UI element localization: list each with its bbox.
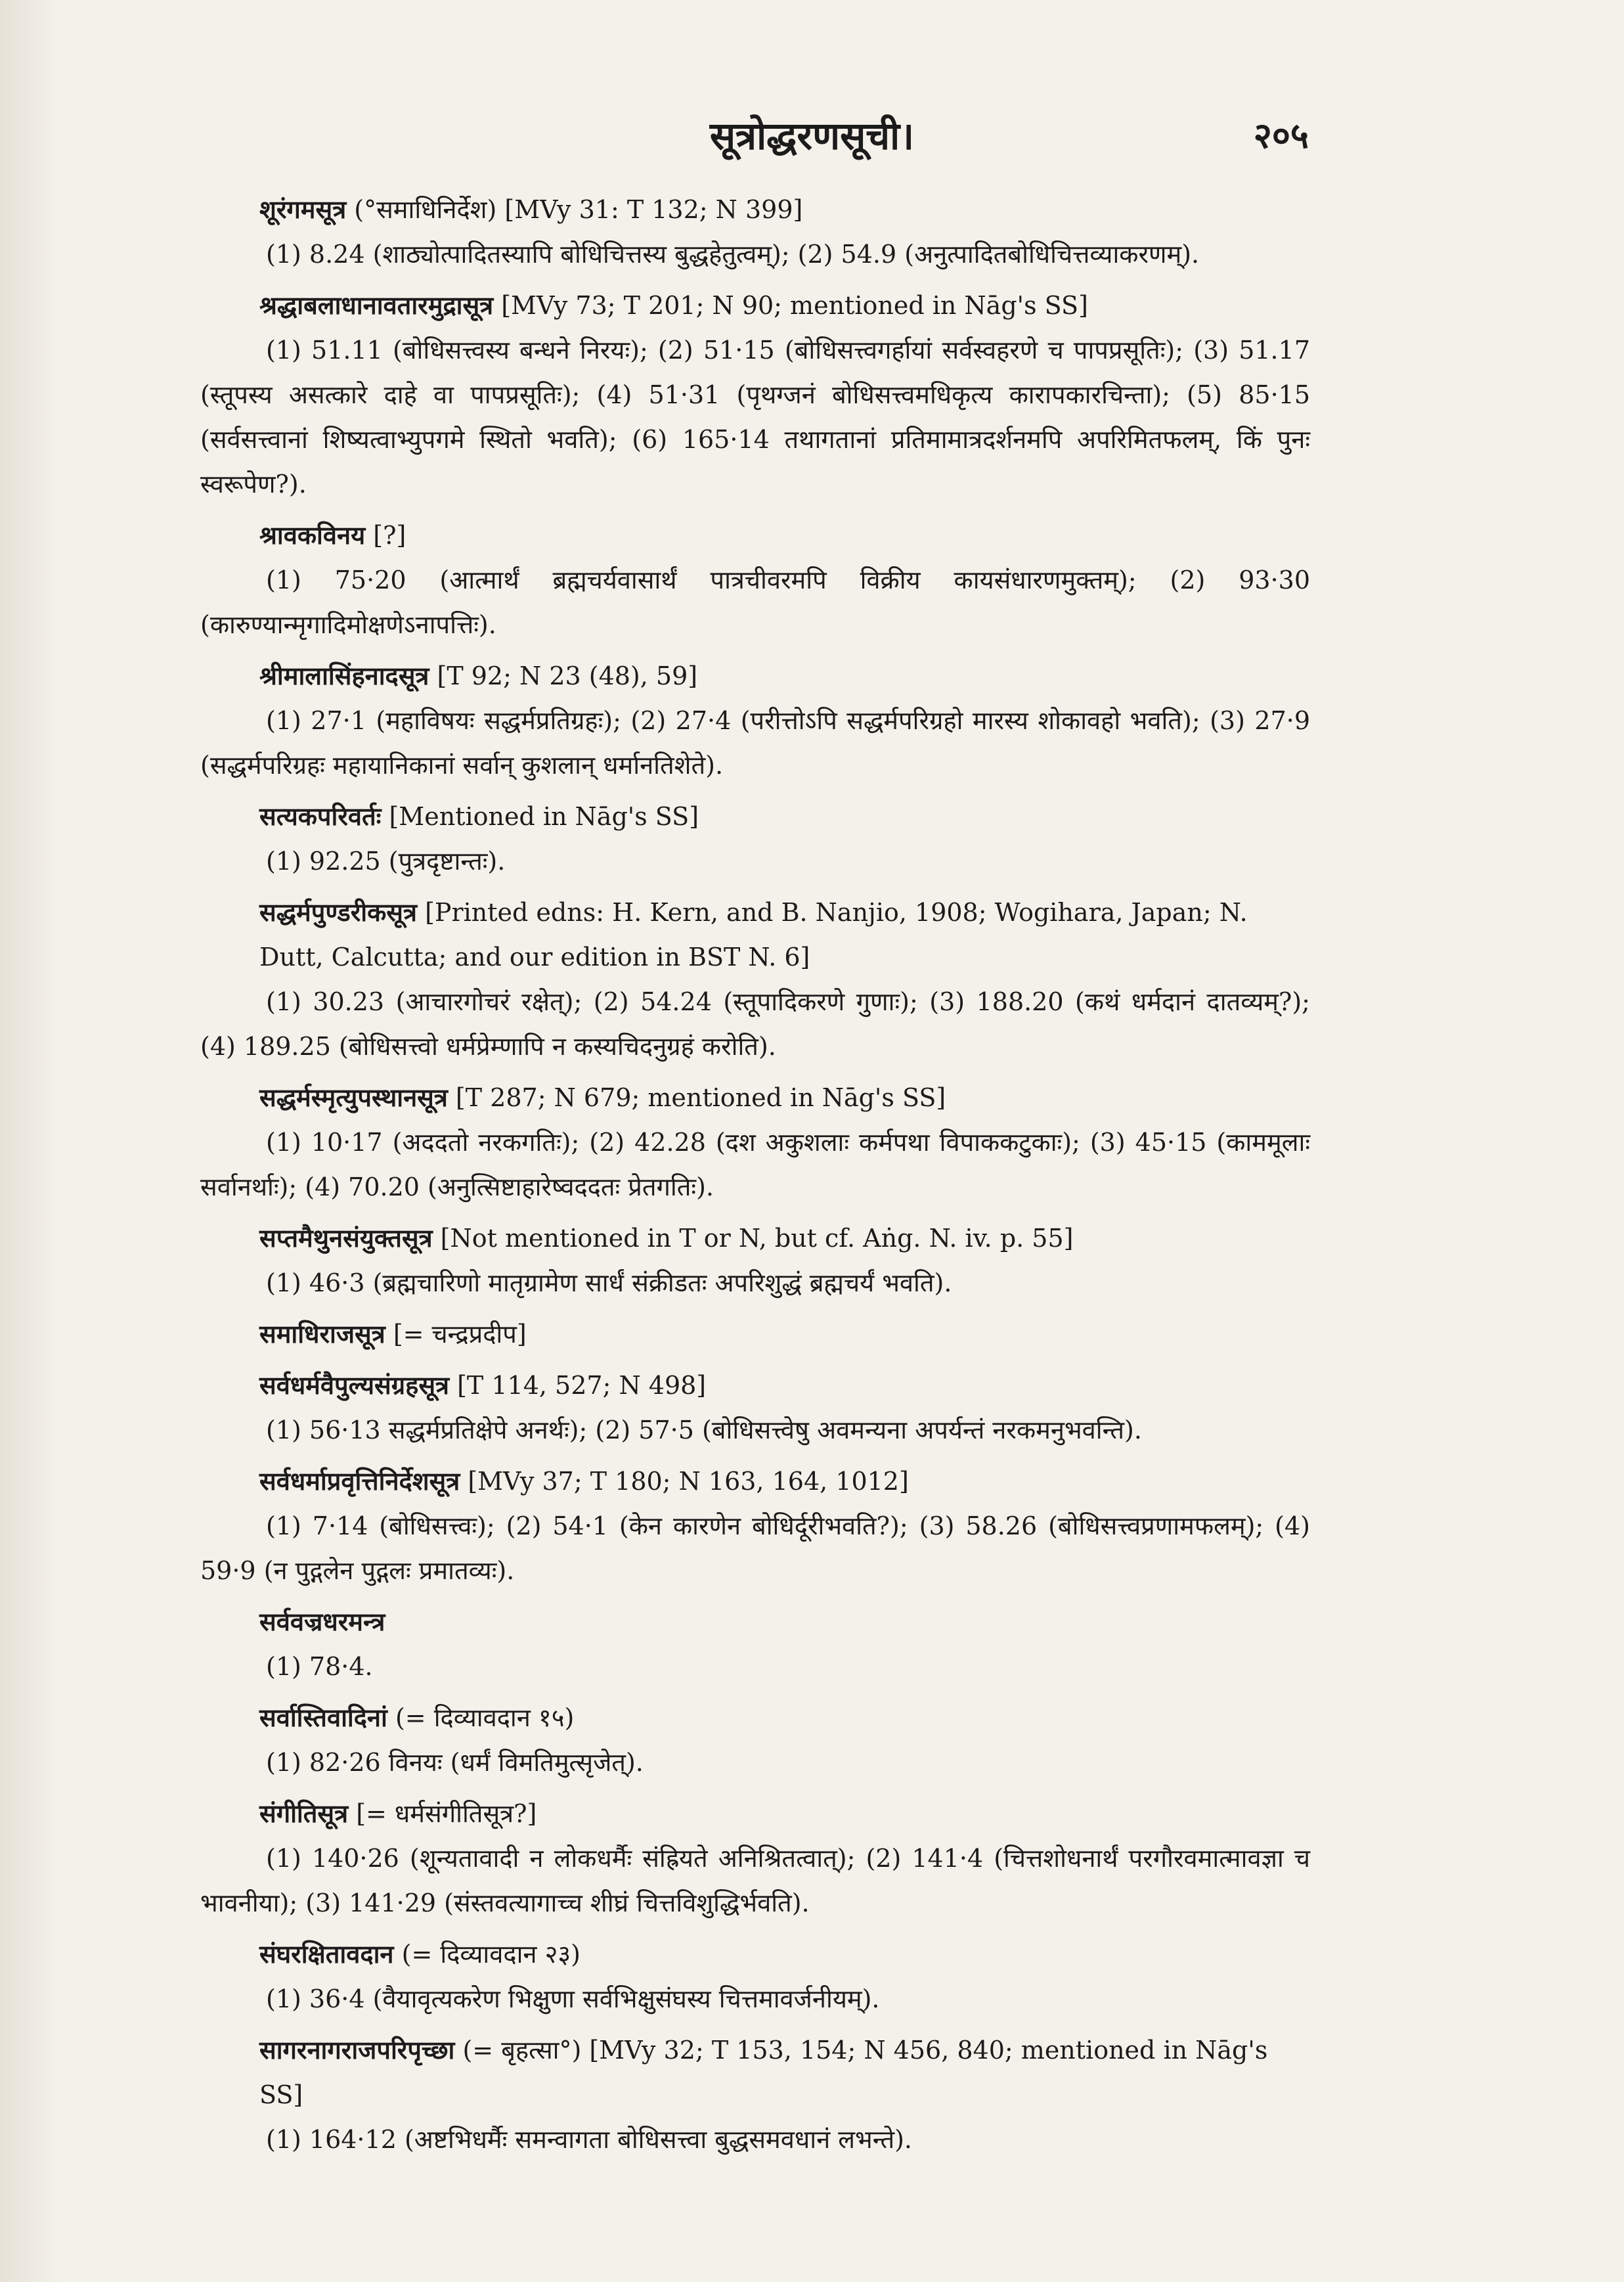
index-entry — [200, 1791, 1310, 1925]
entry-heading — [259, 283, 1310, 328]
scan-edge — [0, 0, 59, 2282]
entry-reference: [Not mentioned in T or N, but cf. Aṅg. N. iv. p. 55] — [440, 1224, 1074, 1253]
running-title: सूत्रोद्धरणसूची। — [709, 114, 915, 158]
entry-title: सद्धर्मपुण्डरीकसूत्र — [259, 897, 417, 927]
entry-title: सद्धर्मस्मृत्युपस्थानसूत्र — [259, 1083, 448, 1112]
entry-citations: (1) 78·4. — [266, 1652, 373, 1681]
index-list — [200, 187, 1310, 2162]
entry-reference: [= चन्द्रप्रदीप] — [393, 1320, 527, 1349]
entry-title: सर्ववज्रधरमन्त्र — [259, 1607, 385, 1636]
entry-heading — [259, 187, 1310, 232]
entry-reference: [MVy 73; T 201; N 90; mentioned in Nāg's SS] — [501, 291, 1088, 320]
index-entry — [200, 283, 1310, 506]
entry-heading — [259, 2028, 1310, 2117]
index-entry — [200, 513, 1310, 647]
entry-title: सप्तमैथुनसंयुक्तसूत्र — [259, 1223, 433, 1253]
index-entry — [200, 1216, 1310, 1305]
entry-title: श्रीमालासिंहनादसूत्र — [259, 661, 429, 690]
entry-reference: (= बृहत्सा°) [MVy 32; T 153, 154; N 456, 840; mentioned in Nāg's SS] — [259, 2036, 1268, 2109]
entry-reference: (= दिव्यावदान १५) — [395, 1703, 575, 1732]
entry-heading — [259, 1600, 1310, 1644]
index-entry — [200, 1075, 1310, 1209]
entry-reference: (°समाधिनिर्देश) [MVy 31: T 132; N 399] — [354, 195, 803, 224]
entry-heading — [259, 1695, 1310, 1740]
entry-citations: (1) 75·20 (आत्मार्थं ब्रह्मचर्यवासार्थं पात्रचीवरमपि विक्रीय कायसंधारणमुक्तम्); (2) 93·30 (कारुण्यान्मृगादिमोक्षणेऽनापत्तिः). — [200, 566, 1310, 639]
entry-citations: (1) 46·3 (ब्रह्मचारिणो मातृग्रामेण सार्धं संक्रीडतः अपरिशुद्धं ब्रह्मचर्यं भवति). — [266, 1268, 952, 1297]
index-entry — [200, 1695, 1310, 1785]
entry-citations: (1) 56·13 सद्धर्मप्रतिक्षेपे अनर्थः); (2) 57·5 (बोधिसत्त्वेषु अवमन्यना अपर्यन्तं नरकमनुभवन्ति). — [266, 1416, 1142, 1444]
page-header — [0, 108, 1624, 168]
entry-heading — [259, 1075, 1310, 1120]
index-entry — [200, 890, 1310, 1069]
entry-citations: (1) 140·26 (शून्यतावादी न लोकधर्मैः संह्रियते अनिश्रितत्वात्); (2) 141·4 (चित्तशोधनार्थं परगौरवमात्मावज्ञा च भावनीया); (3) 141·29 (संस्तवत्यागाच्च शीघ्रं चित्तविशुद्धिर्भवति). — [200, 1844, 1310, 1917]
entry-title: सर्वास्तिवादिनां — [259, 1703, 387, 1732]
entry-citations: (1) 82·26 विनयः (धर्मं विमतिमुत्सृजेत्). — [266, 1748, 644, 1777]
index-entry — [200, 187, 1310, 277]
entry-title: सर्वधर्मवैपुल्यसंग्रहसूत्र — [259, 1370, 449, 1400]
entry-title: श्रावकविनय — [259, 520, 366, 550]
entry-reference: [= धर्मसंगीतिसूत्र?] — [356, 1799, 537, 1828]
entry-heading — [259, 890, 1310, 979]
entry-reference: [T 114, 527; N 498] — [457, 1371, 707, 1400]
index-entry — [200, 1312, 1310, 1356]
entry-citations: (1) 27·1 (महाविषयः सद्धर्मप्रतिग्रहः); (2) 27·4 (परीत्तोऽपि सद्धर्मपरिग्रहो मारस्य शोकावहो भवति); (3) 27·9 (सद्धर्मपरिग्रहः महायानिकानां सर्वान् कुशलान् धर्मानतिशेते). — [200, 706, 1310, 780]
entry-citations: (1) 30.23 (आचारगोचरं रक्षेत्); (2) 54.24 (स्तूपादिकरणे गुणाः); (3) 188.20 (कथं धर्मदानं दातव्यम्?); (4) 189.25 (बोधिसत्त्वो धर्मप्रेम्णापि न कस्यचिदनुग्रहं करोति). — [200, 987, 1310, 1061]
entry-citations: (1) 36·4 (वैयावृत्यकरेण भिक्षुणा सर्वभिक्षुसंघस्य चित्तमावर्जनीयम्). — [266, 1984, 880, 2013]
index-entry — [200, 1363, 1310, 1452]
entry-heading — [259, 794, 1310, 839]
entry-reference: [?] — [373, 521, 406, 550]
entry-title: संघरक्षितावदान — [259, 1939, 394, 1969]
entry-reference: [Printed edns: H. Kern, and B. Nanjio, 1908; Wogihara, Japan; N. Dutt, Calcutta; and our edition in BST N. 6] — [259, 898, 1248, 972]
index-entry — [200, 794, 1310, 884]
entry-heading — [259, 1459, 1310, 1504]
entry-title: सागरनागराजपरिपृच्छा — [259, 2035, 455, 2065]
entry-citations: (1) 10·17 (अददतो नरकगतिः); (2) 42.28 (दश अकुशलाः कर्मपथा विपाककटुकाः); (3) 45·15 (काममूलाः सर्वानर्थाः); (4) 70.20 (अनुत्सिष्टाहारेष्वददतः प्रेतगतिः). — [200, 1128, 1310, 1201]
entry-citations: (1) 8.24 (शाठ्योत्पादितस्यापि बोधिचित्तस्य बुद्धहेतुत्वम्); (2) 54.9 (अनुत्पादितबोधिचित्तव्याकरणम्). — [266, 240, 1200, 269]
entry-title: सर्वधर्माप्रवृत्तिनिर्देशसूत्र — [259, 1466, 460, 1496]
index-entry — [200, 654, 1310, 788]
entry-heading — [259, 1932, 1310, 1977]
index-entry — [200, 2028, 1310, 2162]
entry-citations: (1) 164·12 (अष्टभिधर्मैः समन्वागता बोधिसत्त्वा बुद्धसमवधानं लभन्ते). — [266, 2125, 913, 2154]
entry-title: शूरंगमसूत्र — [259, 194, 347, 224]
entry-heading — [259, 1312, 1310, 1356]
entry-heading — [259, 654, 1310, 698]
entry-title: श्रद्धाबलाधानावतारमुद्रासूत्र — [259, 290, 494, 320]
entry-reference: [MVy 37; T 180; N 163, 164, 1012] — [468, 1467, 909, 1496]
entry-reference: [T 92; N 23 (48), 59] — [437, 661, 698, 690]
entry-title: सत्यकपरिवर्तः — [259, 801, 382, 831]
page-number: २०५ — [1253, 114, 1309, 156]
entry-heading — [259, 1216, 1310, 1261]
entry-reference: [T 287; N 679; mentioned in Nāg's SS] — [455, 1083, 946, 1112]
index-entry — [200, 1932, 1310, 2021]
entry-heading — [259, 1363, 1310, 1408]
entry-reference: [Mentioned in Nāg's SS] — [389, 802, 699, 831]
entry-citations: (1) 7·14 (बोधिसत्त्वः); (2) 54·1 (केन कारणेन बोधिर्दूरीभवति?); (3) 58.26 (बोधिसत्त्वप्रणामफलम्); (4) 59·9 (न पुद्गलेन पुद्गलः प्रमातव्यः). — [200, 1511, 1310, 1585]
entry-heading — [259, 1791, 1310, 1836]
entry-title: संगीतिसूत्र — [259, 1799, 349, 1828]
index-entry — [200, 1600, 1310, 1689]
entry-citations: (1) 92.25 (पुत्रदृष्टान्तः). — [266, 847, 506, 876]
index-entry — [200, 1459, 1310, 1593]
entry-reference: (= दिव्यावदान २३) — [401, 1940, 581, 1969]
entry-heading — [259, 513, 1310, 558]
entry-citations: (1) 51.11 (बोधिसत्त्वस्य बन्धने निरयः); (2) 51·15 (बोधिसत्त्वगर्हायां सर्वस्वहरणे च पापप्रसूतिः); (3) 51.17 (स्तूपस्य असत्कारे दाहे वा पापप्रसूतिः); (4) 51·31 (पृथग्जनं बोधिसत्त्वमधिकृत्य कारापकारचिन्ता); (5) 85·15 (सर्वसत्त्वानां शिष्यत्वाभ्युपगमे स्थितो भवति); (6) 165·14 तथागतानां प्रतिमामात्रदर्शनमपि अपरिमितफलम्, किं पुनः स्वरूपेण?). — [200, 336, 1310, 499]
entry-title: समाधिराजसूत्र — [259, 1319, 385, 1349]
